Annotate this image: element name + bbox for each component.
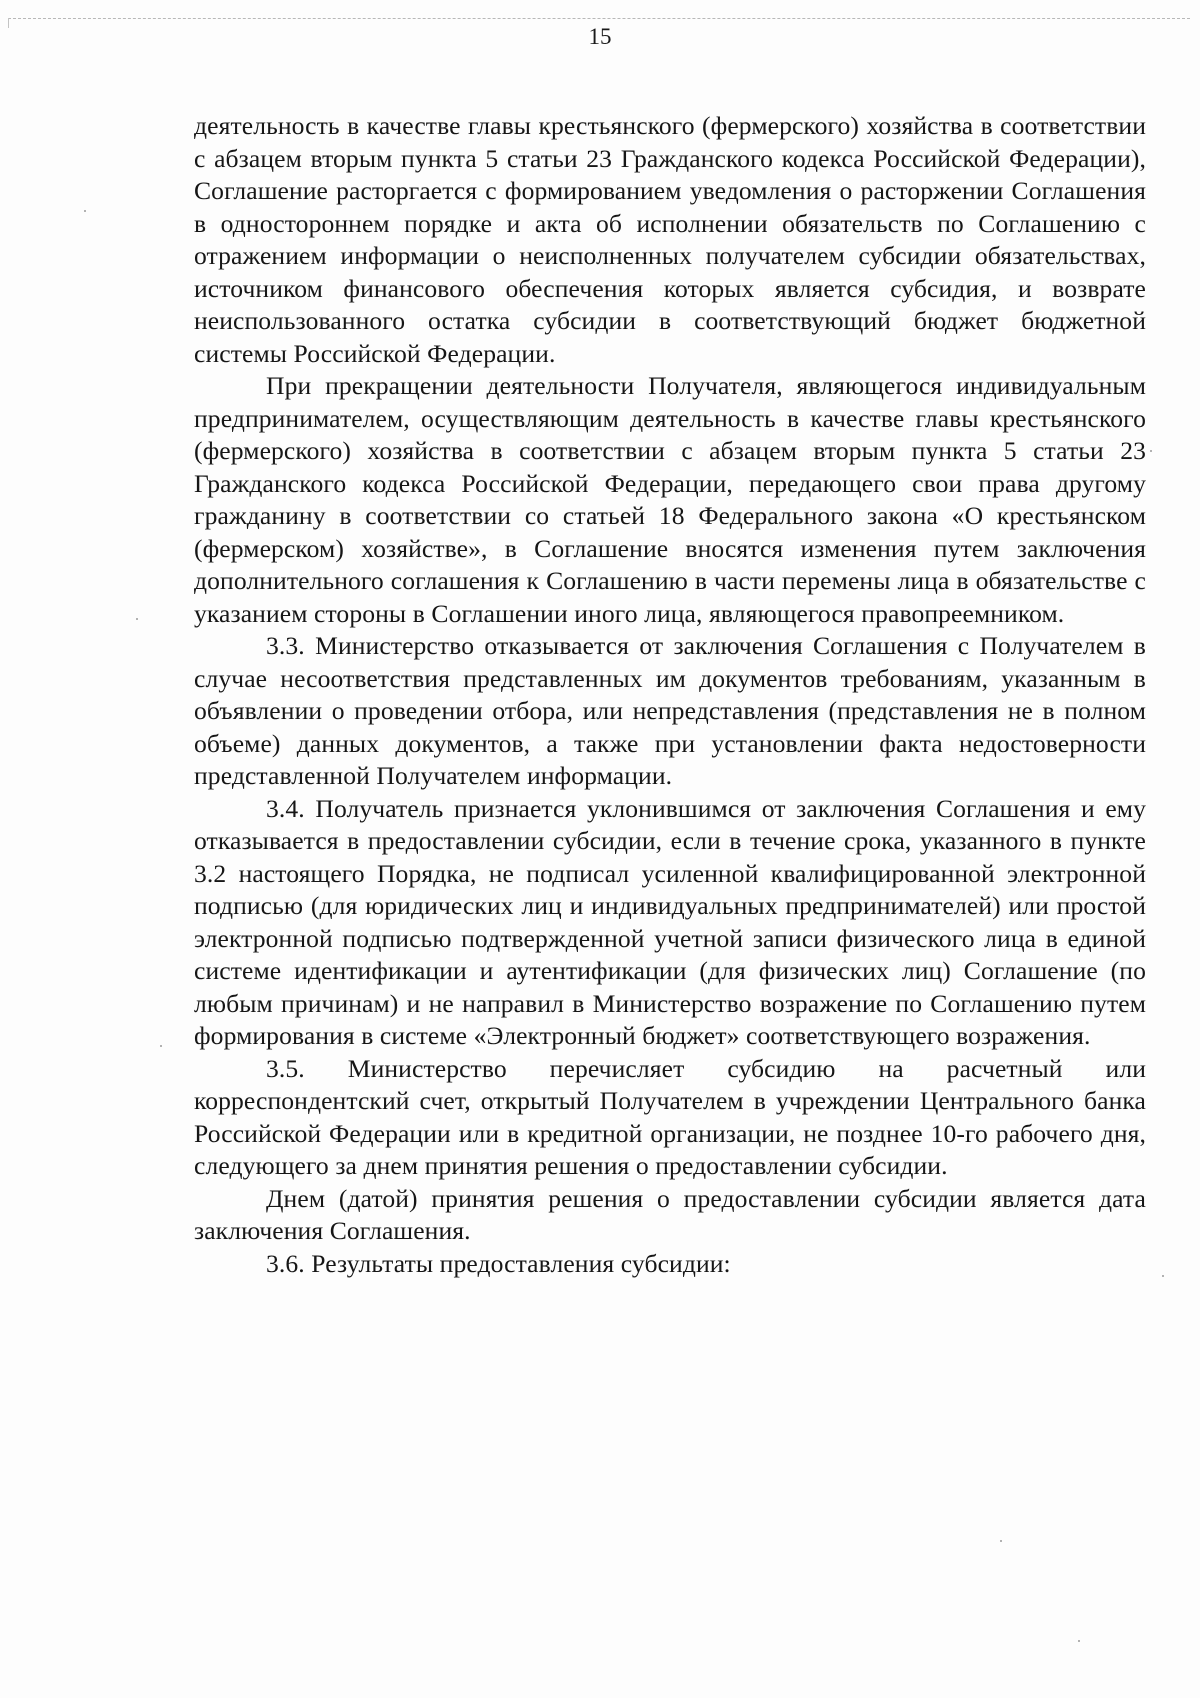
paragraph-3-4: 3.4. Получатель признается уклонившимся от заключения Соглашения и ему отказывается в предоставлении субсидии, если в течение срока, указанного в пункте 3.2 настоящего Порядка, не подписал усиленной квалифицированной электронной подписью (для юридических лиц и индивидуальных предпринимателей) или простой электронной подписью подтвержденной учетной записи физического лица в единой системе идентификации и аутентификации (для физических лиц) Соглашение (по любым причинам) и не направил в Министерство возражение по Соглашению путем формирования в системе «Электронный бюджет» соответствующего возражения.	[194, 793, 1146, 1050]
scan-speck	[160, 1045, 162, 1047]
document-body	[194, 110, 1146, 1280]
paragraph-3-5: 3.5. Министерство перечисляет субсидию на расчетный или корреспондентский счет, открытый Получателем в учреждении Центрального банка Российской Федерации или в кредитной организации, не позднее 10-го рабочего дня, следующего за днем принятия решения о предоставлении субсидии.	[194, 1053, 1146, 1180]
scan-speck	[1000, 1540, 1002, 1542]
scan-top-edge	[8, 18, 1190, 20]
page-number: 15	[588, 24, 612, 49]
paragraph-3-3: 3.3. Министерство отказывается от заключения Соглашения с Получателем в случае несоответствия представленных им документов требованиям, указанным в объявлении о проведении отбора, или непредставления (представления не в полном объеме) данных документов, а также при установлении факта недостоверности представленной Получателем информации.	[194, 631, 1146, 790]
paragraph-3-6: 3.6. Результаты предоставления субсидии:	[266, 1248, 731, 1278]
scan-speck	[1150, 450, 1152, 452]
scan-speck	[136, 618, 138, 620]
scan-speck	[84, 210, 86, 212]
paragraph-continuation: деятельность в качестве главы крестьянского (фермерского) хозяйства в соответствии с абзацем вторым пункта 5 статьи 23 Гражданского кодекса Российской Федерации), Соглашение расторгается с формированием уведомления о расторжении Соглашения в одностороннем порядке и акта об исполнении обязательств по Соглашению с отражением информации о неисполненных получателем субсидии обязательствах, источником финансового обеспечения которых является субсидия, и возврате неиспользованного остатка субсидии в соответствующий бюджет бюджетной системы Российской Федерации.	[194, 111, 1146, 368]
paragraph-successor: При прекращении деятельности Получателя, являющегося индивидуальным предпринимателем, осуществляющим деятельность в качестве главы крестьянского (фермерского) хозяйства в соответствии с абзацем вторым пункта 5 статьи 23 Гражданского кодекса Российской Федерации, передающего свои права другому гражданину в соответствии со статьей 18 Федерального закона «О крестьянском (фермерском) хозяйстве», в Соглашение вносятся изменения путем заключения дополнительного соглашения к Соглашению в части перемены лица в обязательстве с указанием стороны в Соглашении иного лица, являющегося правопреемником.	[194, 371, 1146, 628]
paragraph-decision-date: Днем (датой) принятия решения о предоставлении субсидии является дата заключения Соглашения.	[194, 1183, 1146, 1245]
scan-speck	[1078, 1640, 1080, 1642]
scan-speck	[1162, 1275, 1164, 1277]
